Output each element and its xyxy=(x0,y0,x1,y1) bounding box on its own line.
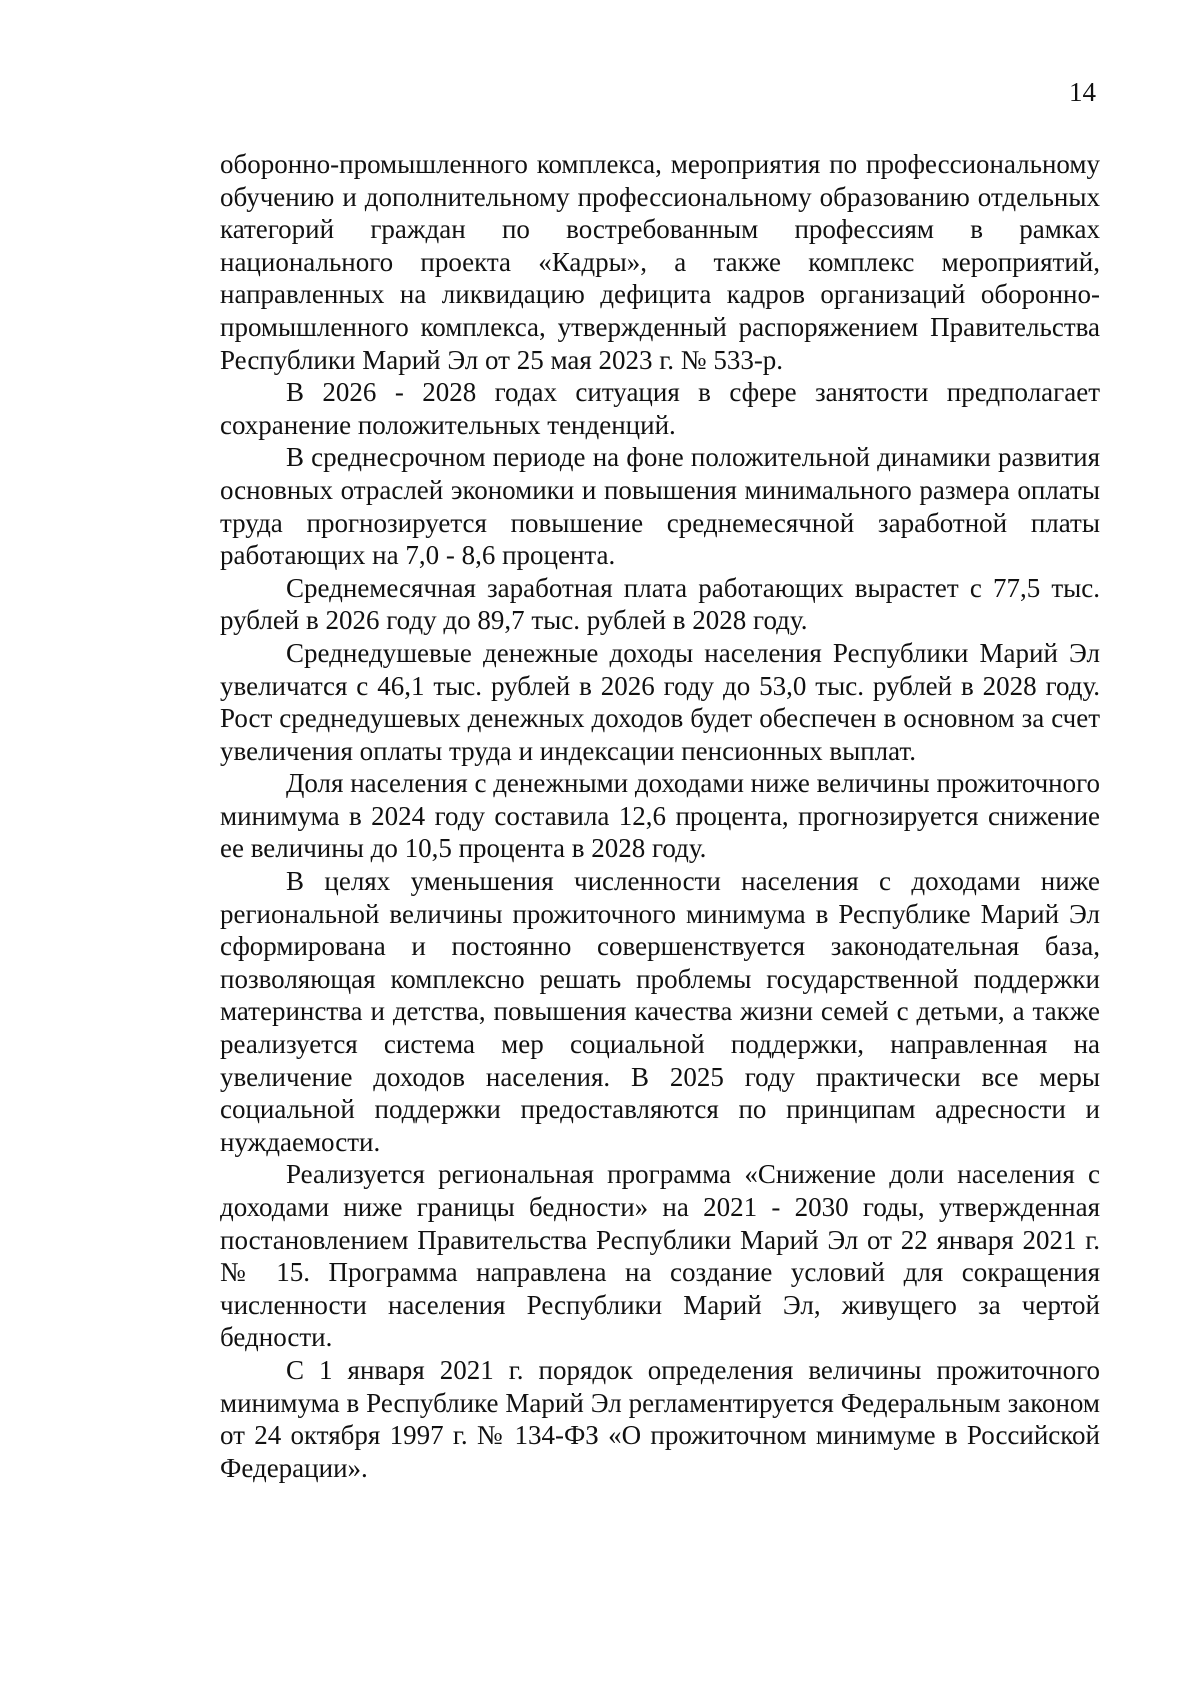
document-body xyxy=(220,148,1100,1484)
paragraph-poverty-share: Доля населения с денежными доходами ниже величины прожиточного минимума в 2024 году составила 12,6 процента, прогнозируется снижение ее величины до 10,5 процента в 2028 году. xyxy=(220,768,1100,864)
paragraph-average-wage: Среднемесячная заработная плата работающих вырастет с 77,5 тыс. рублей в 2026 году до 89,7 тыс. рублей в 2028 году. xyxy=(220,572,1100,636)
paragraph-per-capita-income: Среднедушевые денежные доходы населения Республики Марий Эл увеличатся с 46,1 тыс. рублей в 2026 году до 53,0 тыс. рублей в 2028 году. Рост среднедушевых денежных доходов будет обеспечен в основном за счет увеличения оплаты труда и индексации пенсионных выплат. xyxy=(220,637,1100,766)
page-number: 14 xyxy=(1069,77,1096,107)
paragraph-employment-outlook: В 2026 - 2028 годах ситуация в сфере занятости предполагает сохранение положительных тенденций. xyxy=(220,377,1100,440)
paragraph-social-support: В целях уменьшения численности населения с доходами ниже региональной величины прожиточного минимума в Республике Марий Эл сформирована и постоянно совершенствуется законодательная база, позволяющая комплексно решать проблемы государственной поддержки материнства и детства, повышения качества жизни семей с детьми, а также реализуется система мер социальной поддержки, направленная на увеличение доходов населения. В 2025 году практически все меры социальной поддержки предоставляются по принципам адресности и нуждаемости. xyxy=(220,866,1100,1157)
paragraph-continuation: оборонно-промышленного комплекса, мероприятия по профессиональному обучению и дополнительному профессиональному образованию отдельных категорий граждан по востребованным профессиям в рамках национального проекта «Кадры», а также комплекс мероприятий, направленных на ликвидацию дефицита кадров организаций оборонно-промышленного комплекса, утвержденный распоряжением Правительства Республики Марий Эл от 25 мая 2023 г. № 533-р. xyxy=(220,149,1100,375)
paragraph-wage-growth: В среднесрочном периоде на фоне положительной динамики развития основных отраслей экономики и повышения минимального размера оплаты труда прогнозируется повышение среднемесячной заработной платы работающих на 7,0 - 8,6 процента. xyxy=(220,442,1100,571)
paragraph-subsistence-minimum-law: С 1 января 2021 г. порядок определения величины прожиточного минимума в Республике Марий Эл регламентируется Федеральным законом от 24 октября 1997 г. № 134-ФЗ «О прожиточном минимуме в Российской Федерации». xyxy=(220,1354,1100,1483)
paragraph-regional-program: Реализуется региональная программа «Снижение доли населения с доходами ниже границы бедности» на 2021 - 2030 годы, утвержденная постановлением Правительства Республики Марий Эл от 22 января 2021 г. № 15. Программа направлена на создание условий для сокращения численности населения Республики Марий Эл, живущего за чертой бедности. xyxy=(220,1159,1100,1353)
